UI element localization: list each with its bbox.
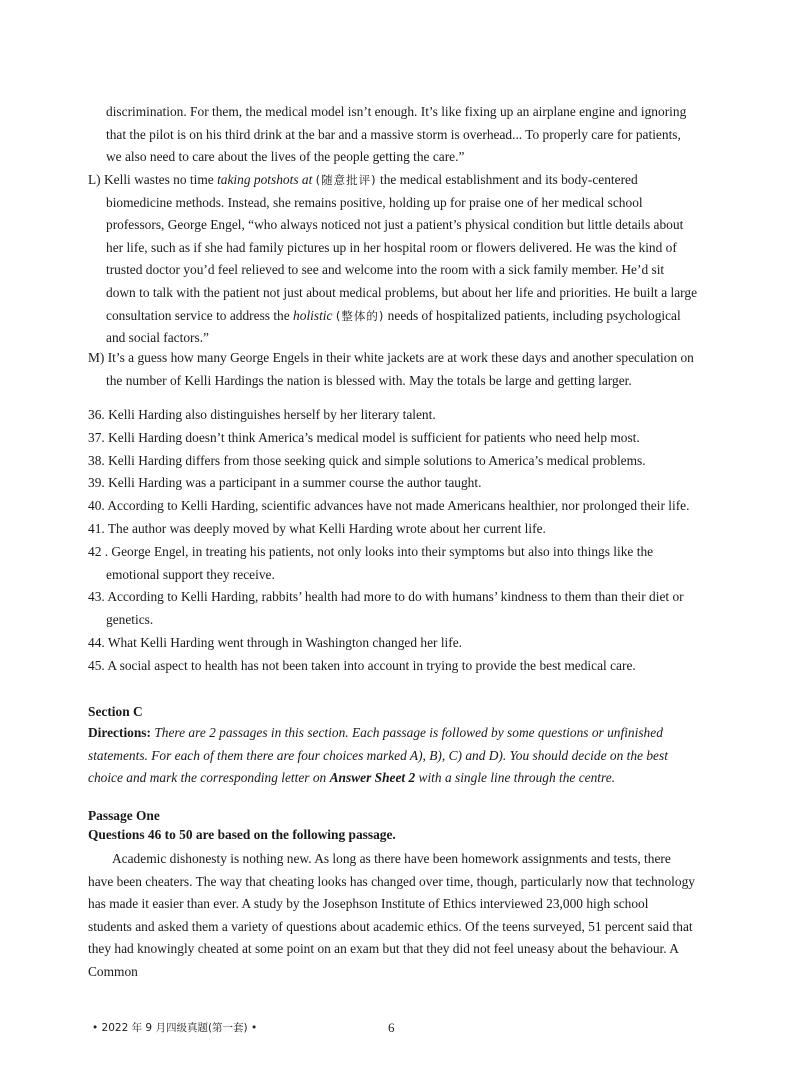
text-span: There are 2 passages in this section. Each passage is followed by some questions or unfinished: [150, 725, 663, 740]
page-number: 6: [388, 1020, 395, 1035]
section-directions: [88, 722, 694, 790]
text-line: has made it easier than ever. A study by the Josephson Institute of Ethics interviewed 23,000 high school: [88, 896, 649, 912]
text-line: [88, 305, 694, 328]
text-line: students and asked them a variety of questions about academic ethics. Of the teens surveyed, 51 percent said that: [88, 918, 693, 934]
footer-label: • 2022 年 9 月四级真题(第一套) •: [92, 1022, 258, 1034]
text-line: have been cheaters. The way that cheating looks has changed over time, though, particularly now that technology: [88, 873, 695, 889]
question-item: 40. According to Kelli Harding, scientific advances have not made Americans healthier, nor prolonged their life.: [88, 498, 690, 514]
text-line: Academic dishonesty is nothing new. As long as there have been homework assignments and tests, there: [112, 851, 671, 866]
question-item: 39. Kelli Harding was a participant in a summer course the author taught.: [88, 475, 482, 491]
text-line: we also need to care about the lives of the people getting the care.”: [106, 149, 465, 165]
paragraph-marker: L): [88, 172, 101, 187]
chinese-gloss: (随意批评): [315, 173, 377, 187]
question-item: 45. A social aspect to health has not been taken into account in trying to provide the best medical care.: [88, 657, 636, 673]
text-line: [88, 722, 694, 745]
text-span: consultation service to address the: [106, 307, 294, 323]
text-line: M) It’s a guess how many George Engels in their white jackets are at work these days and another speculation on: [88, 350, 694, 365]
question-text-continued: emotional support they receive.: [106, 566, 275, 582]
text-line: Common: [88, 963, 138, 979]
text-line: [88, 169, 694, 192]
chinese-gloss: (整体的): [335, 308, 385, 323]
paragraph-k-tail: [88, 101, 694, 169]
text-span: with a single line through the centre.: [415, 770, 616, 786]
text-line: [88, 767, 694, 790]
text-line: they had knowingly cheated at some point on an exam but that they did not feel uneasy about the behaviour. A: [88, 941, 679, 957]
italic-term: taking potshots at: [217, 172, 313, 187]
question-item: 44. What Kelli Harding went through in Washington changed her life.: [88, 634, 463, 650]
text-line: down to talk with the patient not just about medical problems, but about her life and priorities. He built a large: [106, 284, 698, 300]
question-item: 38. Kelli Harding differs from those seeking quick and simple solutions to America’s medical problems.: [88, 452, 646, 468]
paragraph-l: [88, 169, 698, 350]
answer-sheet-ref: Answer Sheet 2: [329, 770, 416, 786]
text-span: Kelli wastes no time: [104, 172, 218, 187]
text-line: discrimination. For them, the medical model isn’t enough. It’s like fixing up an airplane engine and ignoring: [106, 104, 687, 119]
question-item: [88, 541, 694, 587]
text-span: choice and mark the corresponding letter on: [88, 770, 330, 786]
text-line: her life, such as if she had family pictures up in her hospital room or flowers delivered. He was the kind of: [106, 239, 677, 255]
text-line: and social factors.”: [106, 330, 209, 346]
text-line: that the pilot is on his third drink at the bar and a massive storm is overhead... To properly care for patients,: [106, 126, 681, 142]
passage-body: [88, 848, 694, 984]
text-line: statements. For each of them there are four choices marked A), B), C) and D). You should decide on the best: [88, 747, 668, 763]
text-line: the number of Kelli Hardings the nation is blessed with. May the totals be large and getting larger.: [106, 372, 632, 388]
text-line: biomedicine methods. Instead, she remains positive, holding up for praise one of her medical school: [106, 194, 643, 210]
text-line: trusted doctor you’d feel relieved to see and welcome into the room with a sick family member. He’d sit: [106, 262, 665, 278]
section-title: Section C: [88, 704, 143, 719]
italic-term: holistic: [293, 307, 333, 323]
question-text: 42 . George Engel, in treating his patients, not only looks into their symptoms but also into things like the: [88, 543, 654, 559]
text-span: needs of hospitalized patients, including psychological: [384, 307, 681, 323]
directions-label: Directions:: [88, 725, 151, 740]
text-span: the medical establishment and its body-centered: [376, 172, 638, 187]
question-list: [88, 404, 694, 678]
question-item: 37. Kelli Harding doesn’t think America’s medical model is sufficient for patients who need help most.: [88, 429, 640, 445]
text-line: professors, George Engel, “who always noticed not just a patient’s physical condition but little details about: [106, 217, 684, 233]
question-item: 36. Kelli Harding also distinguishes herself by her literary talent.: [88, 407, 436, 422]
paragraph-m: [88, 347, 694, 392]
passage-title: Passage One: [88, 808, 160, 823]
question-text-continued: genetics.: [106, 612, 154, 628]
question-item: 41. The author was deeply moved by what Kelli Harding wrote about her current life.: [88, 520, 546, 536]
question-item: [88, 586, 694, 632]
passage-subtitle: Questions 46 to 50 are based on the following passage.: [88, 827, 396, 842]
question-text: 43. According to Kelli Harding, rabbits’ health had more to do with humans’ kindness to them than their diet or: [88, 589, 684, 605]
